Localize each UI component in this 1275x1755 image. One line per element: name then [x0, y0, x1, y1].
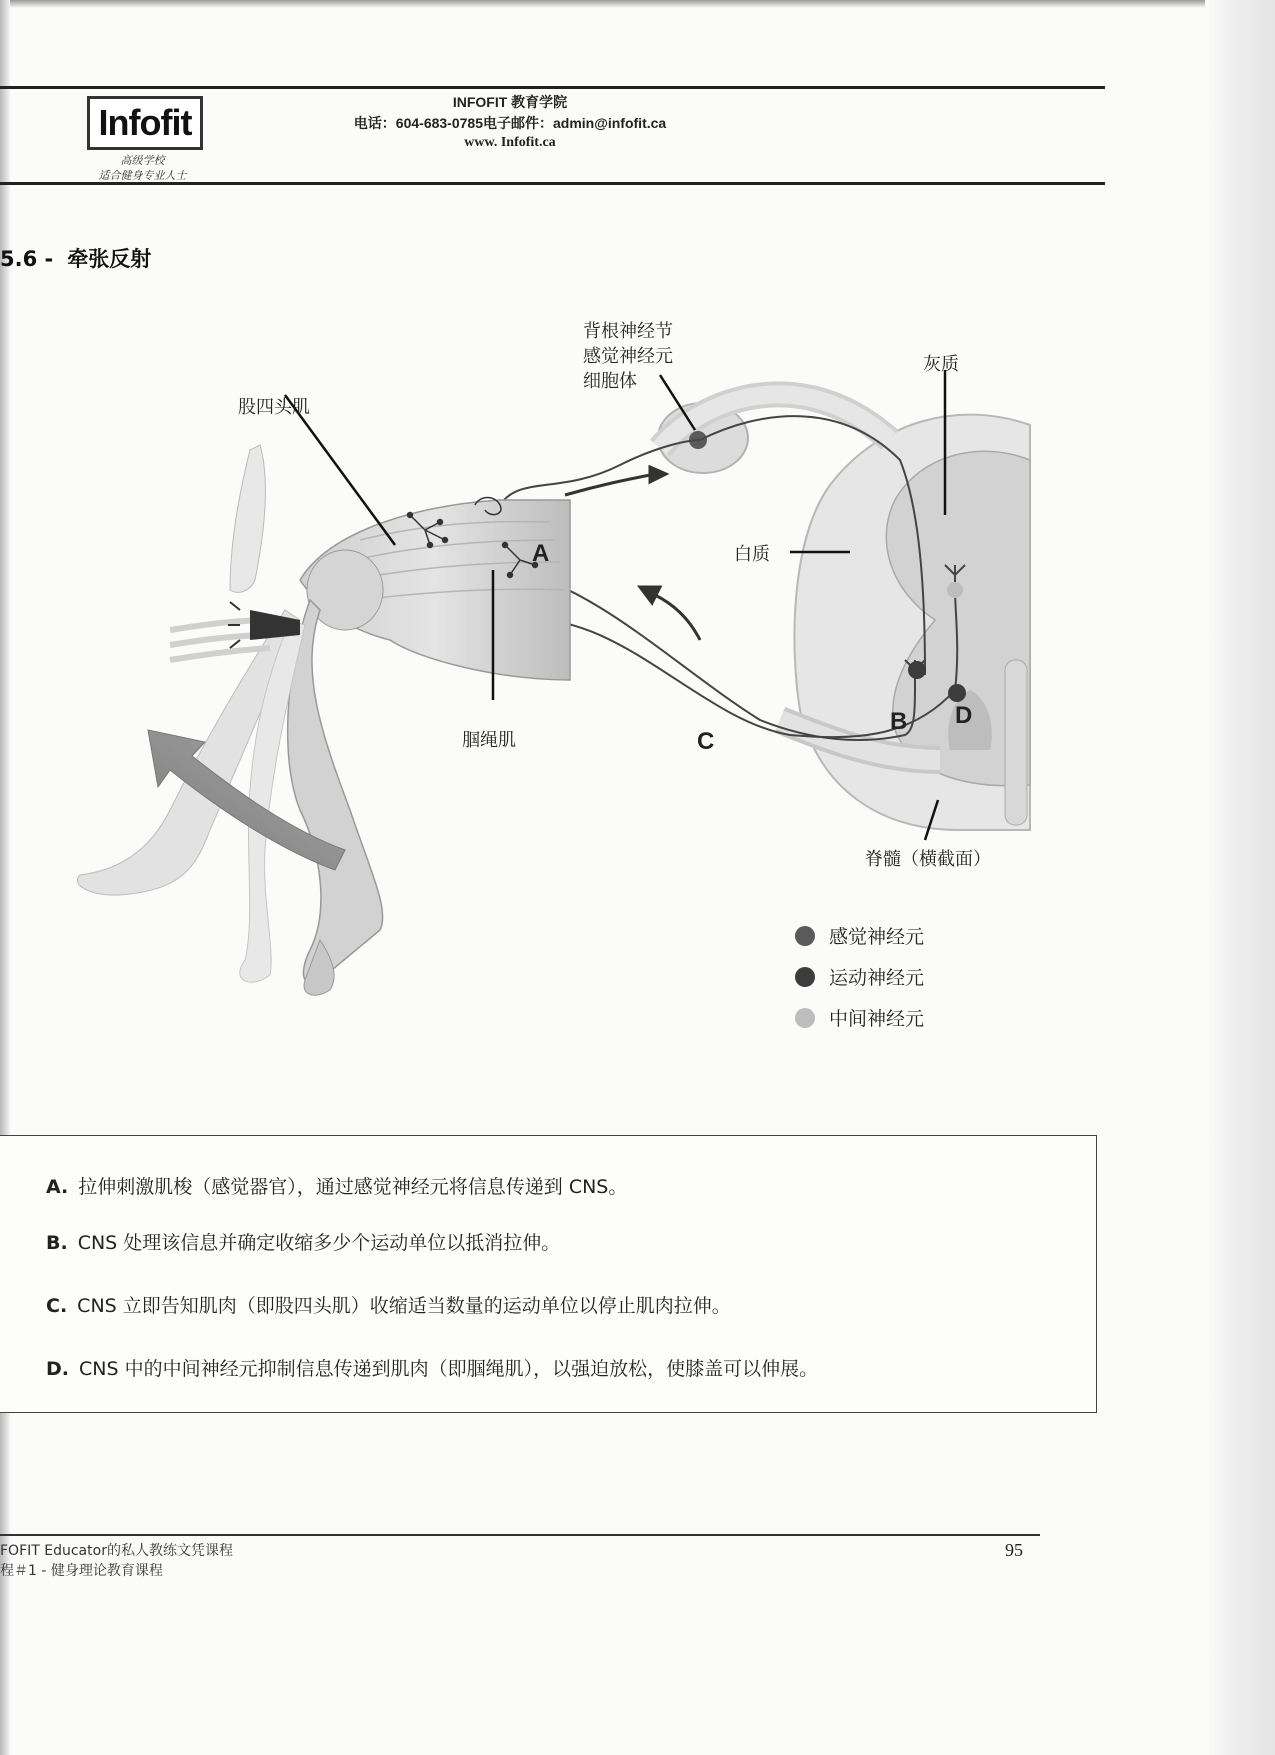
interneuron — [947, 582, 963, 598]
signal-direction-arrows — [565, 467, 700, 640]
page-number: 95 — [1005, 1540, 1023, 1560]
marker-D: D — [955, 702, 973, 729]
label-spinal-cord: 脊髓（横截面） — [865, 849, 991, 870]
caption-item-D: D. CNS 中的中间神经元抑制信息传递到肌肉（即腘绳肌），以强迫放松，使膝盖可以伸展。 — [46, 1358, 819, 1380]
header-school-name: INFOFIT 教育学院 — [452, 94, 568, 110]
footer-course-subtitle: 程＃1 - 健身理论教育课程 — [0, 1563, 163, 1579]
label-quadriceps: 股四头肌 — [238, 397, 310, 418]
legend-dot-icon — [795, 1008, 815, 1028]
diagram-legend — [795, 915, 924, 1038]
marker-C: C — [697, 728, 715, 755]
label-hamstring: 腘绳肌 — [462, 730, 516, 751]
caption-item-B: B. CNS 处理该信息并确定收缩多少个运动单位以抵消拉伸。 — [46, 1232, 561, 1254]
legend-item — [795, 915, 924, 956]
legend-dot-icon — [795, 967, 815, 987]
legend-item — [795, 997, 924, 1038]
logo-subtitle-1: 高级学校 — [120, 155, 165, 167]
header-rule-bottom — [0, 182, 1105, 185]
header-contact: 电话：604-683-0785电子邮件：admin@infofit.ca — [353, 115, 667, 131]
page-edge-top — [0, 0, 1275, 8]
leg-illustration — [77, 445, 570, 995]
section-number: 5.6 - — [0, 247, 54, 271]
marker-B: B — [890, 708, 908, 735]
motor-neuron-B — [908, 661, 926, 679]
caption-item-C: C. CNS 立即告知肌肉（即股四头肌）收缩适当数量的运动单位以停止肌肉拉伸。 — [46, 1295, 731, 1317]
section-title — [0, 243, 151, 273]
label-drg-1: 背根神经节 — [583, 321, 673, 342]
motor-neuron-D — [948, 684, 966, 702]
marker-A: A — [532, 540, 550, 567]
logo-subtitle-2: 适合健身专业人士 — [98, 170, 187, 182]
caption-item-A: A. 拉伸刺激肌梭（感觉器官），通过感觉神经元将信息传递到 CNS。 — [46, 1176, 628, 1198]
footer-course-title: FOFIT Educator的私人教练文凭课程 — [0, 1543, 233, 1559]
legend-label: 运动神经元 — [829, 967, 925, 989]
label-gray-matter: 灰质 — [923, 354, 959, 375]
legend-label: 感觉神经元 — [829, 926, 925, 948]
legend-label: 中间神经元 — [829, 1008, 925, 1030]
caption-box — [0, 1135, 1097, 1413]
header-website: www. Infofit.ca — [464, 135, 556, 150]
legend-item — [795, 956, 924, 997]
section-title-text: 牵张反射 — [67, 247, 152, 271]
footer-rule — [0, 1534, 1040, 1536]
header-rule-top — [0, 86, 1105, 89]
label-drg-2: 感觉神经元 — [583, 346, 673, 367]
label-drg-3: 细胞体 — [583, 371, 637, 392]
page-edge-right — [1205, 0, 1275, 1755]
legend-dot-icon — [795, 926, 815, 946]
label-white-matter: 白质 — [734, 544, 770, 565]
infofit-logo: Infofit — [87, 96, 203, 150]
